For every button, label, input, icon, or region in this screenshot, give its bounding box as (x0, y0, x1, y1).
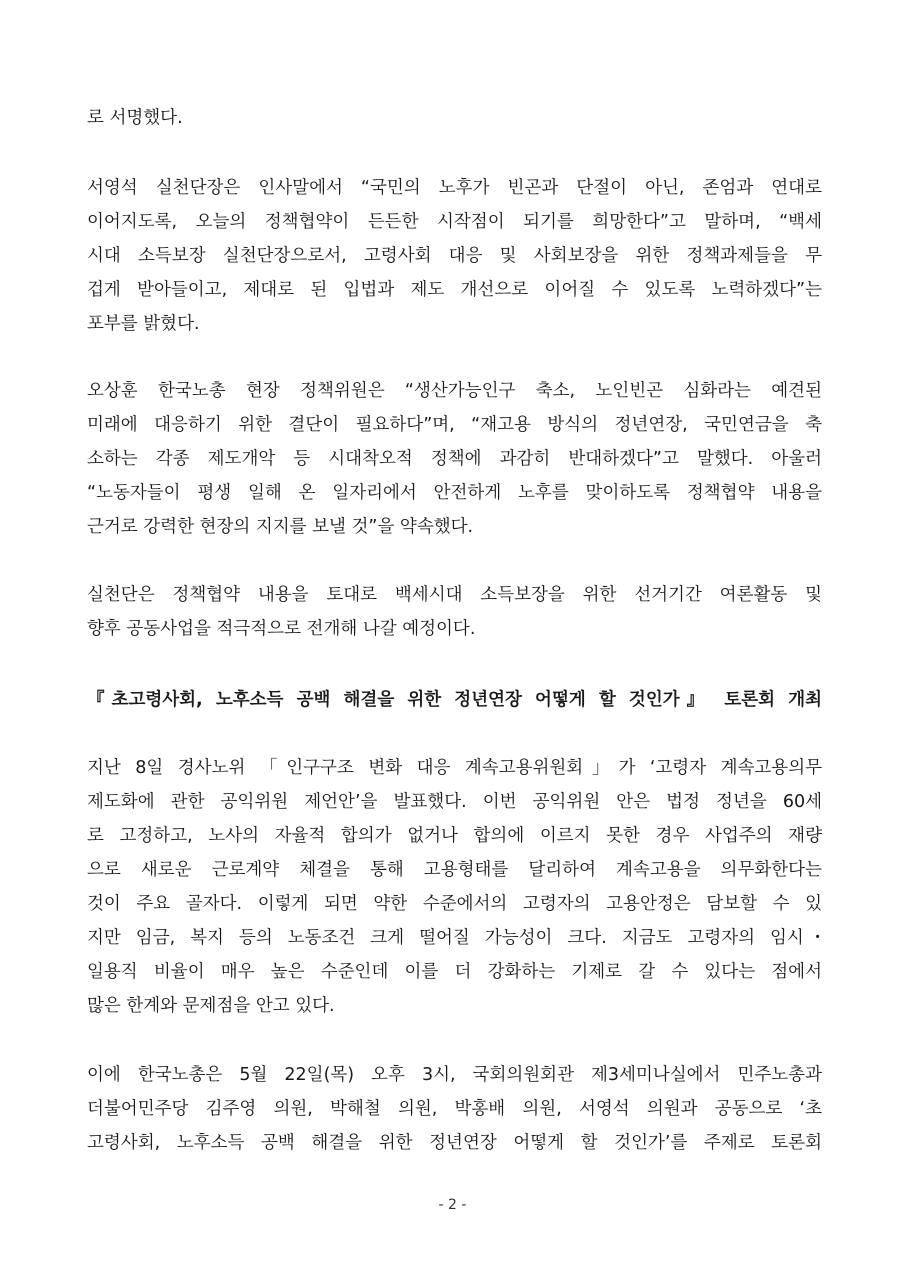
paragraph-line: 지난 8일 경사노위 「인구구조 변화 대응 계속고용위원회」가 ‘고령자 계속고용의무 (87, 758, 822, 778)
paragraph-line: 으로 새로운 근로계약 체결을 통해 고용형태를 달리하여 계속고용을 의무화한다는 (87, 860, 822, 880)
paragraph-line: 이어지도록, 오늘의 정책협약이 든든한 시작점이 되기를 희망한다”고 말하며, “백세 (87, 212, 822, 232)
paragraph-line: 더불어민주당 김주영 의원, 박해철 의원, 박홍배 의원, 서영석 의원과 공동으로 ‘초 (87, 1099, 822, 1119)
paragraph-line: “노동자들이 평생 일해 온 일자리에서 안전하게 노후를 맞이하도록 정책협약 내용을 (87, 483, 822, 503)
paragraph-line: 근거로 강력한 현장의 지지를 보낼 것”을 약속했다. (87, 517, 474, 537)
paragraph-forum-announcement (87, 1058, 822, 1160)
paragraph-line: 미래에 대응하기 위한 결단이 필요하다”며, “재고용 방식의 정년연장, 국민연금을 축 (87, 415, 822, 435)
paragraph-signing-end (87, 101, 822, 135)
paragraph-line: 겁게 받아들이고, 제대로 된 입법과 제도 개선으로 이어질 수 있도록 노력하겠다”는 (87, 280, 822, 300)
paragraph-committee-proposal (87, 751, 822, 1023)
paragraph-oh-statement (87, 374, 822, 544)
paragraph-line: 고령사회, 노후소득 공백 해결을 위한 정년연장 어떻게 할 것인가’를 주제로 토론회 (87, 1133, 822, 1153)
paragraph-line: 로 서명했다. (87, 108, 183, 128)
paragraph-line: 서영석 실천단장은 인사말에서 “국민의 노후가 빈곤과 단절이 아닌, 존엄과 연대로 (87, 178, 822, 198)
page-number: - 2 - (438, 1197, 467, 1213)
paragraph-line: 제도화에 관한 공익위원 제언안’을 발표했다. 이번 공익위원 안은 법정 정년을 60세 (87, 792, 822, 812)
paragraph-line: 지만 임금, 복지 등의 노동조건 크게 떨어질 가능성이 크다. 지금도 고령자의 임시･ (87, 928, 822, 948)
paragraph-line: 향후 공동사업을 적극적으로 전개해 나갈 예정이다. (87, 619, 476, 639)
paragraph-line: 많은 한계와 문제점을 안고 있다. (87, 996, 335, 1016)
paragraph-line: 로 고정하고, 노사의 자율적 합의가 없거나 합의에 이르지 못한 경우 사업주의 재량 (87, 826, 822, 846)
paragraph-line: 포부를 밝혔다. (87, 314, 200, 334)
section-heading: 『초고령사회, 노후소득 공백 해결을 위한 정년연장 어떻게 할 것인가』 토론회 개최 (87, 690, 822, 710)
paragraph-line: 이에 한국노총은 5월 22일(목) 오후 3시, 국회의원회관 제3세미나실에서 민주노총과 (87, 1065, 822, 1085)
paragraph-action-plan (87, 578, 822, 646)
paragraph-line: 오상훈 한국노총 현장 정책위원은 “생산가능인구 축소, 노인빈곤 심화라는 예견된 (87, 381, 822, 401)
paragraph-seo-greeting (87, 171, 822, 341)
paragraph-line: 일용직 비율이 매우 높은 수준인데 이를 더 강화하는 기제로 갈 수 있다는 점에서 (87, 962, 822, 982)
paragraph-line: 소하는 각종 제도개악 등 시대착오적 정책에 과감히 반대하겠다”고 말했다. 아울러 (87, 449, 822, 469)
paragraph-line: 실천단은 정책협약 내용을 토대로 백세시대 소득보장을 위한 선거기간 여론활동 및 (87, 585, 822, 605)
paragraph-line: 것이 주요 골자다. 이렇게 되면 약한 수준에서의 고령자의 고용안정은 담보할 수 있 (87, 894, 822, 914)
paragraph-line: 시대 소득보장 실천단장으로서, 고령사회 대응 및 사회보장을 위한 정책과제들을 무 (87, 246, 822, 266)
